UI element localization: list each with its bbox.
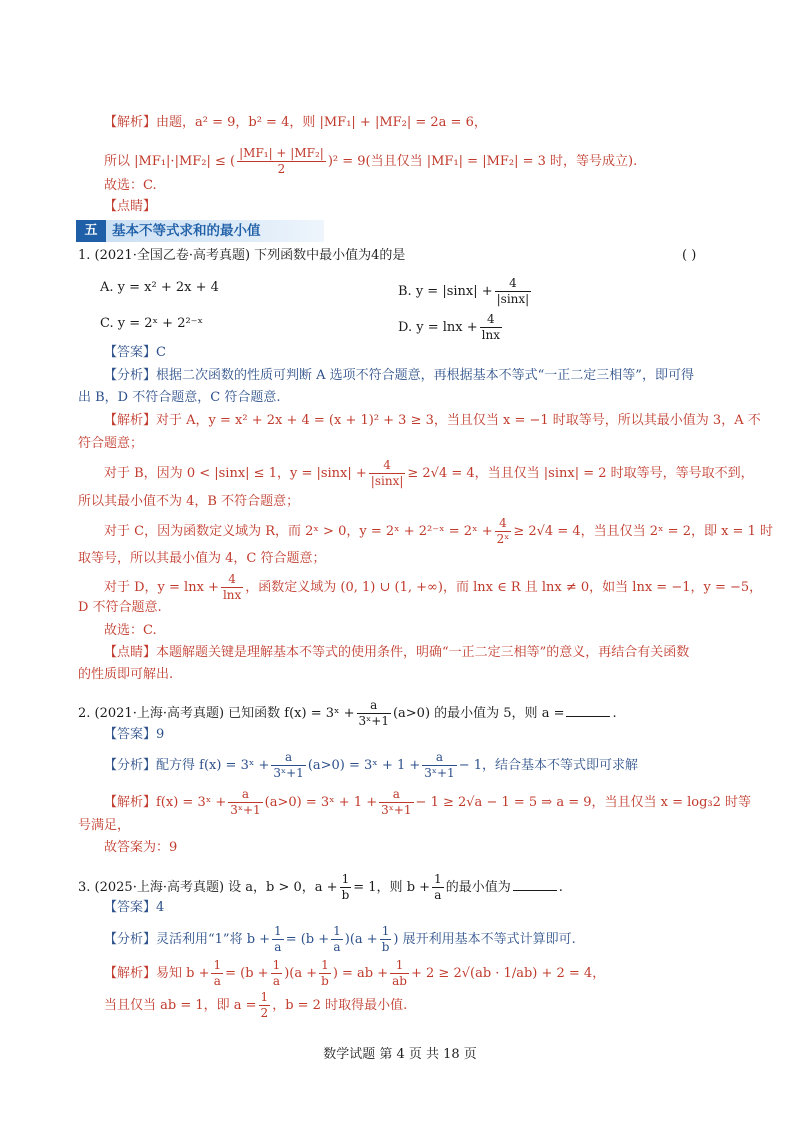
analysis-frac bbox=[331, 924, 343, 955]
q1-solution-line-2: 符合题意； bbox=[78, 436, 144, 451]
frac-den: b bbox=[381, 940, 390, 954]
solution-text: = (b + bbox=[225, 966, 269, 981]
q3-answer: 【答案】4 bbox=[104, 900, 165, 915]
solution-text: ≥ 2√4 = 4，当且仅当 2ˣ = 2，即 x = 1 时 bbox=[513, 524, 773, 539]
q1-option-d-frac bbox=[480, 312, 502, 343]
section-number: 五 bbox=[76, 220, 106, 242]
frac-num: a bbox=[271, 750, 305, 766]
frac-den: 3ˣ+1 bbox=[381, 803, 412, 817]
frac-num: 4 bbox=[495, 276, 532, 292]
q1-solution-line-1: 【解析】对于 A，y = x² + 2x + 4 = (x + 1)² + 3 ≥ 3，当且仅当 x = −1 时取等号，所以其最小值为 3，A 不 bbox=[104, 413, 761, 428]
q1-solution-line-5 bbox=[104, 516, 773, 547]
analysis-frac bbox=[380, 924, 392, 955]
q3-analysis bbox=[104, 924, 576, 955]
frac-num: 1 bbox=[272, 958, 281, 972]
frac-den: a bbox=[274, 940, 282, 954]
solution-text: 【解析】f(x) = 3ˣ + bbox=[104, 795, 227, 810]
q3-stem-text: 3. (2025·上海·高考真题) 设 a，b > 0，a + bbox=[78, 880, 338, 895]
prev-note-label: 【点睛】 bbox=[104, 199, 157, 214]
q3-stem-end: . bbox=[558, 880, 563, 895]
frac-den: ab bbox=[392, 974, 407, 988]
solution-text: 【解析】易知 b + bbox=[104, 966, 210, 981]
frac-num: 1 bbox=[380, 924, 392, 940]
q2-stem-frac bbox=[357, 698, 391, 729]
frac-num: 1 bbox=[260, 990, 269, 1004]
frac-num: a bbox=[422, 750, 456, 766]
frac-den: 3ˣ+1 bbox=[230, 803, 261, 817]
q3-stem-text: = 1，则 b + bbox=[353, 880, 431, 895]
solution-text: + 2 ≥ 2√(ab · 1/ab) + 2 = 4， bbox=[411, 966, 606, 981]
analysis-text: 【分析】配方得 f(x) = 3ˣ + bbox=[104, 758, 270, 773]
q2-answer-blank[interactable] bbox=[566, 704, 610, 717]
frac-den: 3ˣ+1 bbox=[424, 766, 455, 780]
q3-answer-blank[interactable] bbox=[513, 878, 557, 891]
q2-solution-line-1 bbox=[104, 787, 751, 818]
q2-solution-line-2: 号满足， bbox=[78, 818, 131, 833]
solution-frac bbox=[271, 958, 283, 989]
frac-den: a bbox=[272, 974, 280, 988]
q2-answer: 【答案】9 bbox=[104, 727, 165, 742]
prev-choice: 故选：C. bbox=[104, 178, 157, 193]
solution-frac bbox=[259, 990, 271, 1021]
frac-num: 1 bbox=[274, 924, 282, 938]
solution-text: ，函数定义域为 (0, 1) ∪ (1, +∞)，而 lnx ∈ R 且 lnx ≠ 0，如当 lnx = −1，y = −5， bbox=[245, 580, 763, 595]
q2-solution-line-3: 故答案为：9 bbox=[104, 840, 178, 855]
q3-stem-text: 的最小值为 bbox=[445, 880, 511, 895]
analysis-text: )(a + bbox=[344, 932, 378, 947]
q1-answer-paren: ( ) bbox=[682, 248, 697, 263]
analysis-text: ) 展开利用基本不等式计算即可. bbox=[393, 932, 576, 947]
frac-den: a bbox=[213, 974, 221, 988]
frac-den: 2ˣ bbox=[496, 532, 510, 546]
prev-solution-line-1: 【解析】由题，a² = 9，b² = 4，则 |MF₁| + |MF₂| = 2a = 6， bbox=[104, 115, 487, 130]
solution-text: − 1 ≥ 2√a − 1 = 5 ⇒ a = 9，当且仅当 x = log₃2 时等 bbox=[415, 795, 752, 810]
q3-solution-line-2 bbox=[104, 990, 407, 1021]
q2-analysis bbox=[104, 750, 638, 781]
q3-solution-line-1 bbox=[104, 958, 605, 989]
solution-text: )(a + bbox=[284, 966, 318, 981]
frac-den: b bbox=[341, 888, 350, 902]
frac-num: a bbox=[357, 698, 391, 714]
analysis-frac bbox=[271, 750, 305, 781]
frac-num: 1 bbox=[340, 872, 352, 888]
q1-note-line-2: 的性质即可解出. bbox=[78, 667, 174, 682]
frac-num: 4 bbox=[221, 572, 243, 588]
q1-note-line-1: 【点睛】本题解题关键是理解基本不等式的使用条件，明确“一正二定三相等”的意义，再结合有关函数 bbox=[104, 645, 690, 660]
frac-den: b bbox=[321, 974, 329, 988]
solution-text: ) = ab + bbox=[332, 966, 389, 981]
analysis-text: − 1，结合基本不等式即可求解 bbox=[458, 758, 638, 773]
q1-solution-line-8: D 不符合题意. bbox=[78, 600, 162, 615]
frac-den: a bbox=[434, 888, 442, 902]
q1-solution-line-4: 所以其最小值不为 4，B 不符合题意； bbox=[78, 494, 300, 509]
solution-frac bbox=[369, 458, 406, 489]
frac-den: lnx bbox=[222, 588, 242, 602]
analysis-frac bbox=[422, 750, 456, 781]
q3-stem-frac bbox=[340, 872, 352, 903]
q1-analysis-line-1: 【分析】根据二次函数的性质可判断 A 选项不符合题意，再根据基本不等式“一正二定三相等”，即可得 bbox=[104, 368, 694, 383]
solution-text: (a>0) = 3ˣ + 1 + bbox=[264, 795, 378, 810]
prev-fraction bbox=[237, 146, 326, 177]
frac-den: |sinx| bbox=[496, 292, 530, 306]
solution-text: 当且仅当 ab = 1，即 a = bbox=[104, 998, 257, 1013]
solution-frac bbox=[221, 572, 243, 603]
q1-option-b bbox=[398, 276, 533, 307]
q1-option-a: A. y = x² + 2x + 4 bbox=[100, 280, 219, 295]
solution-text: 对于 D，y = lnx + bbox=[104, 580, 219, 595]
analysis-text: 【分析】灵活利用“1”将 b + bbox=[104, 932, 271, 947]
solution-frac bbox=[495, 516, 512, 547]
q1-option-d bbox=[398, 312, 504, 343]
solution-text: ，b = 2 时取得最小值. bbox=[272, 998, 408, 1013]
analysis-frac bbox=[272, 924, 284, 955]
frac-den: 3ˣ+1 bbox=[358, 714, 389, 728]
solution-frac bbox=[211, 958, 223, 989]
solution-frac bbox=[228, 787, 262, 818]
frac-num: 4 bbox=[495, 516, 512, 532]
prev-frac-num: |MF₁| + |MF₂| bbox=[239, 146, 324, 160]
q1-option-c: C. y = 2ˣ + 2²⁻ˣ bbox=[100, 316, 204, 331]
frac-den: a bbox=[333, 940, 341, 954]
frac-den: 3ˣ+1 bbox=[273, 766, 304, 780]
frac-num: 1 bbox=[390, 958, 409, 974]
frac-den: 2 bbox=[260, 1006, 269, 1020]
q1-stem: 1. (2021·全国乙卷·高考真题) 下列函数中最小值为4的是 bbox=[78, 248, 406, 263]
solution-text: ≥ 2√4 = 4，当且仅当 |sinx| = 2 时取等号，等号取不到， bbox=[407, 466, 754, 481]
frac-num: 4 bbox=[369, 458, 406, 474]
q1-option-d-text: D. y = lnx + bbox=[398, 320, 478, 335]
analysis-text: = (b + bbox=[285, 932, 330, 947]
q1-analysis-line-2: 出 B，D 不符合题意，C 符合题意. bbox=[78, 390, 281, 405]
q2-stem-text: (a>0) 的最小值为 5，则 a = bbox=[392, 706, 565, 721]
q2-stem-text: 2. (2021·上海·高考真题) 已知函数 f(x) = 3ˣ + bbox=[78, 706, 355, 721]
frac-num: a bbox=[228, 787, 262, 803]
solution-frac bbox=[379, 787, 413, 818]
frac-den: lnx bbox=[481, 328, 500, 342]
q1-option-b-frac bbox=[495, 276, 532, 307]
section-title: 基本不等式求和的最小值 bbox=[112, 223, 261, 239]
solution-frac bbox=[390, 958, 409, 989]
frac-num: 1 bbox=[319, 958, 331, 974]
q1-answer: 【答案】C bbox=[104, 345, 166, 360]
frac-num: a bbox=[379, 787, 413, 803]
page-footer: 数学试题 第 4 页 共 18 页 bbox=[323, 1047, 477, 1062]
q1-solution-line-3 bbox=[104, 458, 754, 489]
prev-frac-den: 2 bbox=[277, 162, 286, 176]
frac-num: 4 bbox=[480, 312, 502, 328]
frac-den: |sinx| bbox=[370, 474, 404, 488]
frac-num: 1 bbox=[213, 958, 222, 972]
q1-solution-line-7 bbox=[104, 572, 762, 603]
q1-choice: 故选：C. bbox=[104, 623, 157, 638]
prev-solution-line-2 bbox=[104, 146, 637, 177]
q1-option-b-text: B. y = |sinx| + bbox=[398, 284, 493, 299]
solution-text: 对于 C，因为函数定义域为 R，而 2ˣ > 0，y = 2ˣ + 2²⁻ˣ = 2ˣ + bbox=[104, 524, 493, 539]
prev-line-2-end: )² = 9(当且仅当 |MF₁| = |MF₂| = 3 时，等号成立). bbox=[327, 154, 638, 169]
analysis-text: (a>0) = 3ˣ + 1 + bbox=[307, 758, 421, 773]
q1-solution-line-6: 取等号，所以其最小值为 4，C 符合题意； bbox=[78, 551, 326, 566]
solution-frac bbox=[319, 958, 331, 989]
q3-stem-frac bbox=[432, 872, 444, 903]
q2-stem-end: . bbox=[612, 706, 617, 721]
frac-num: 1 bbox=[434, 872, 442, 886]
solution-text: 对于 B，因为 0 < |sinx| ≤ 1，y = |sinx| + bbox=[104, 466, 367, 481]
frac-num: 1 bbox=[333, 924, 341, 938]
prev-line-2-text: 所以 |MF₁|·|MF₂| ≤ ( bbox=[104, 154, 236, 169]
